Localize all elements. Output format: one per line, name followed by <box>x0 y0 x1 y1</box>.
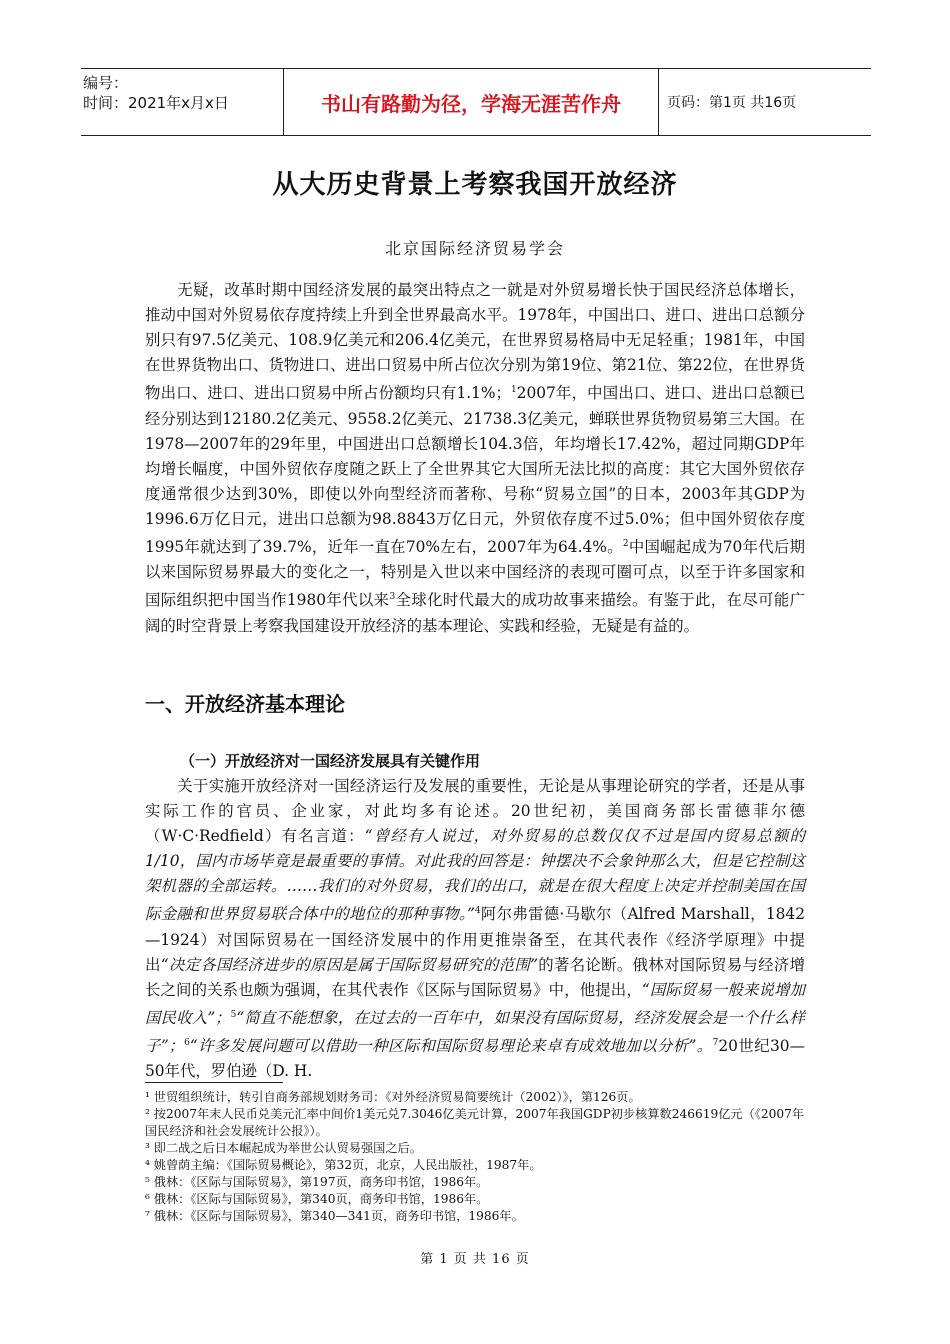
body-text-b: 阿尔弗雷德·马歇尔（Alfred Marshall，1842—1924）对国际贸易在一国经济发展中的作用更推崇备至，在其代表作《经济学原理》中提出 <box>145 905 805 974</box>
quote-marshall: “决定各国经济进步的原因是属于国际贸易研究的范围” <box>160 955 538 974</box>
footnote-4: ⁴ 姚曾荫主编：《国际贸易概论》，第32页，北京，人民出版社，1987年。 <box>145 1158 542 1172</box>
date-label: 时间：2021年x月x日 <box>83 94 229 112</box>
footnote-ref[interactable]: 7 <box>712 1038 719 1049</box>
quote-ohlin-3: “许多发展问题可以借助一种区际和国际贸易理论来卓有成效地加以分析”。 <box>189 1037 713 1056</box>
quote-redfield: “曾经有人说过，对外贸易的总数仅仅不过是国内贸易总额的1/10，国内市场毕竟是最重要的事情。对此我的回答是：钟摆决不会象钟那么大，但是它控制这架机器的全部运转。……我们的对外贸易，我们的出口，就是在很大程度上决定并控制美国在国际金融和世界贸易联合体中的地位的那种事物。” <box>145 827 805 924</box>
quote-ohlin-2: “简直不能想象，在过去的一百年中，如果没有国际贸易，经济发展会是一个什么样子”； <box>145 1009 805 1056</box>
footnote-5: ⁵ 俄林：《区际与国际贸易》，第197页，商务印书馆，1986年。 <box>145 1175 489 1189</box>
motto: 书山有路勤为径，学海无涯苦作舟 <box>284 69 659 135</box>
intro-text-c: 中国崛起成为70年代后期以来国际贸易界最大的变化之一，特别是入世以来中国经济的表现可圈可点，以至于许多国家和国际组织把中国当作1980年代以来 <box>145 538 805 610</box>
footnote-ref[interactable]: 5 <box>230 1009 237 1020</box>
page-number: 第 1 页 共 16 页 <box>420 1252 530 1267</box>
footnote-ref[interactable]: 3 <box>389 592 396 603</box>
author: 北京国际经济贸易学会 <box>384 239 565 258</box>
header-meta <box>81 69 284 135</box>
footnote-6: ⁶ 俄林：《区际与国际贸易》，第340页，商务印书馆，1986年。 <box>145 1192 489 1206</box>
body-text-d: 20世纪30—50年代，罗伯逊（D. H. <box>145 1037 805 1081</box>
subsection-heading: （一）开放经济对一国经济发展具有关键作用 <box>180 752 481 770</box>
footnote-ref[interactable]: 6 <box>184 1038 190 1049</box>
intro-text-d: 全球化时代最大的成功故事来描绘。有鉴于此，在尽可能广阔的时空背景上考察我国建设开放经济的基本理论、实践和经验，无疑是有益的。 <box>145 591 805 635</box>
footnote-ref[interactable]: 2 <box>622 539 629 550</box>
body-text-a: 关于实施开放经济对一国经济运行及发展的重要性，无论是从事理论研究的学者，还是从事实际工作的官员、企业家，对此均多有论述。20世纪初，美国商务部长雷德菲尔德（W·C·Redfield）有名言道： <box>145 777 805 846</box>
footnote-3: ³ 即二战之后日本崛起成为举世公认贸易强国之后。 <box>145 1141 422 1155</box>
footnote-7: ⁷ 俄林：《区际与国际贸易》，第340—341页，商务印书馆，1986年。 <box>145 1209 524 1223</box>
intro-paragraph <box>145 278 805 639</box>
footnotes <box>145 1089 810 1225</box>
footnote-2: ² 按2007年末人民币兑美元汇率中间价1美元兑7.3046亿美元计算，2007年我国GDP初步核算数246619亿元（《2007年国民经济和社会发展统计公报》）。 <box>145 1107 805 1138</box>
footnote-separator <box>145 1082 283 1083</box>
page-info: 页码：第1页 共16页 <box>667 95 797 111</box>
header-table <box>81 68 871 136</box>
body-text-c: 的著名论断。俄林对国际贸易与经济增长之间的关系也颇为强调，在其代表作《区际与国际贸易》中，他提出， <box>145 955 805 999</box>
intro-text-a: 无疑，改革时期中国经济发展的最突出特点之一就是对外贸易增长快于国民经济总体增长，推动中国对外贸易依存度持续上升到全世界最高水平。1978年，中国出口、进口、进出口总额分别只有97.5亿美元、108.9亿美元和206.4亿美元，在世界贸易格局中无足轻重；1981年，中国在世界货物出口、货物进口、进出口贸易中所占位次分别为第19位、第21位、第22位，在世界货物出口、进口、进出口贸易中所占份额均只有1.1%； <box>145 281 805 403</box>
number-label: 编号： <box>83 74 129 92</box>
document-title: 从大历史背景上考察我国开放经济 <box>272 170 678 200</box>
section-heading: 一、开放经济基本理论 <box>145 692 345 716</box>
footnote-1: ¹ 世贸组织统计，转引自商务部规划财务司：《对外经济贸易简要统计（2002）》，第126页。 <box>145 1090 641 1104</box>
body-paragraph <box>145 774 805 1085</box>
intro-text-b: 2007年，中国出口、进口、进出口总额已经分别达到12180.2亿美元、9558.2亿美元、21738.3亿美元，蝉联世界货物贸易第三大国。在1978—2007年的29年里，中国进出口总额增长104.3倍，年均增长17.42%，超过同期GDP年均增长幅度，中国外贸依存度随之跃上了全世界其它大国所无法比拟的高度：其它大国外贸依存度通常很少达到30%，即使以外向型经济而著称、号称“贸易立国”的日本，2003年其GDP为1996.6万亿日元，进出口总额为98.8843万亿日元，外贸依存度不过5.0%；但中国外贸依存度1995年就达到了39.7%，近年一直在70%左右，2007年为64.4%。 <box>145 384 805 557</box>
footnote-ref[interactable]: 1 <box>510 385 517 396</box>
quote-ohlin-1: “国际贸易一般来说增加国民收入”； <box>145 980 805 1028</box>
footnote-ref[interactable]: 4 <box>474 906 481 917</box>
